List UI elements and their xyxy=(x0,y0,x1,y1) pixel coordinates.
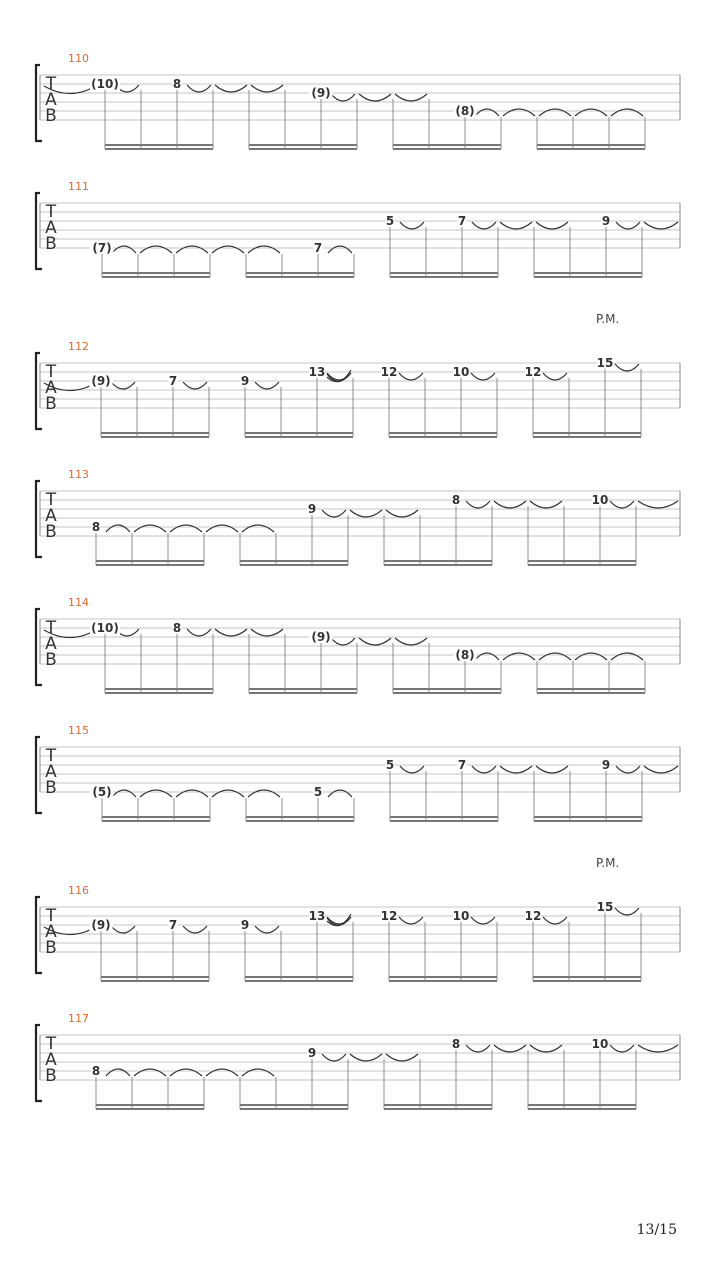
fret-number: (9) xyxy=(311,86,331,100)
tab-clef-letter: A xyxy=(45,1050,57,1070)
fret-number: (9) xyxy=(91,918,111,932)
measure-number: 112 xyxy=(68,340,89,353)
tie-curve xyxy=(134,1069,166,1076)
tab-clef-letter: B xyxy=(45,522,57,542)
tab-clef-letter: T xyxy=(45,906,57,926)
fret-number: 8 xyxy=(91,1064,101,1078)
tab-system-110 xyxy=(36,52,680,149)
tie-curve xyxy=(644,222,678,229)
tie-curve xyxy=(112,790,136,797)
tab-clef-letter: B xyxy=(45,778,57,798)
tab-system-116 xyxy=(36,856,680,981)
tie-curve xyxy=(183,926,207,933)
tie-curve xyxy=(183,382,207,389)
fret-number: 5 xyxy=(385,214,395,228)
tie-curve xyxy=(248,790,280,797)
tie-curve xyxy=(140,246,172,253)
tie-curve xyxy=(255,926,279,933)
tie-curve xyxy=(494,1045,526,1052)
tie-curve xyxy=(500,766,532,773)
fret-number: 9 xyxy=(601,214,611,228)
tie-curve xyxy=(472,766,496,773)
tab-clef-letter: A xyxy=(45,762,57,782)
fret-number: (10) xyxy=(91,621,119,635)
fret-number: 8 xyxy=(172,621,182,635)
fret-number: 7 xyxy=(457,214,467,228)
tie-curve xyxy=(140,790,172,797)
tie-curve xyxy=(475,653,499,660)
tie-curve xyxy=(206,1069,238,1076)
palm-mute-label: P.M. xyxy=(596,312,620,326)
tie-curve xyxy=(536,766,568,773)
tie-curve xyxy=(359,638,391,645)
tie-curve xyxy=(503,109,535,116)
tab-system-114 xyxy=(36,596,680,693)
fret-number: 9 xyxy=(601,758,611,772)
tab-clef-letter: T xyxy=(45,490,57,510)
fret-number: (7) xyxy=(92,241,112,255)
fret-number: 5 xyxy=(385,758,395,772)
tie-curve xyxy=(400,766,424,773)
system-bracket xyxy=(36,193,42,269)
tie-curve xyxy=(611,653,643,660)
tab-clef-letter: T xyxy=(45,618,57,638)
tie-curve xyxy=(255,382,279,389)
system-bracket xyxy=(36,353,42,429)
measure-number: 113 xyxy=(68,468,89,481)
fret-number: (5) xyxy=(92,785,112,799)
tie-curve xyxy=(187,85,211,92)
tie-curve xyxy=(350,1054,382,1061)
fret-number: 12 xyxy=(524,909,542,923)
tab-clef-letter: A xyxy=(45,90,57,110)
tie-curve xyxy=(536,222,568,229)
measure-number: 115 xyxy=(68,724,89,737)
tie-curve xyxy=(322,510,346,517)
tab-clef-letter: B xyxy=(45,234,57,254)
fret-number: 10 xyxy=(591,1037,609,1051)
fret-number: 13 xyxy=(308,909,326,923)
fret-number: 15 xyxy=(596,900,614,914)
measure-number: 111 xyxy=(68,180,89,193)
tie-curve xyxy=(212,246,244,253)
tie-curve xyxy=(386,1054,418,1061)
tab-clef-letter: T xyxy=(45,746,57,766)
tie-curve xyxy=(187,629,211,636)
palm-mute-label: P.M. xyxy=(596,856,620,870)
tie-curve xyxy=(494,501,526,508)
tie-curve xyxy=(471,917,495,924)
tie-curve xyxy=(251,629,283,636)
tab-clef-letter: T xyxy=(45,74,57,94)
tab-clef-letter: A xyxy=(45,922,57,942)
tab-system-112 xyxy=(36,312,680,437)
tie-curve xyxy=(106,1069,130,1076)
tie-curve xyxy=(215,85,247,92)
tie-curve xyxy=(176,790,208,797)
tie-curve xyxy=(575,653,607,660)
tie-curve xyxy=(543,373,567,380)
fret-number: 8 xyxy=(451,1037,461,1051)
system-bracket xyxy=(36,737,42,813)
tie-curve xyxy=(610,501,634,508)
tie-curve xyxy=(322,1054,346,1061)
tie-curve xyxy=(170,525,202,532)
fret-number: 9 xyxy=(240,374,250,388)
tie-curve xyxy=(466,1045,490,1052)
tie-curve xyxy=(328,790,352,797)
tie-curve xyxy=(399,917,423,924)
tie-curve xyxy=(331,638,355,645)
fret-number: 9 xyxy=(240,918,250,932)
measure-number: 116 xyxy=(68,884,89,897)
tie-curve xyxy=(503,653,535,660)
fret-number: (9) xyxy=(311,630,331,644)
fret-number: 9 xyxy=(307,1046,317,1060)
tie-curve xyxy=(395,638,427,645)
tab-system-117 xyxy=(36,1012,680,1109)
fret-number: 10 xyxy=(452,909,470,923)
measure-number: 110 xyxy=(68,52,89,65)
tie-curve xyxy=(530,1045,562,1052)
fret-number: (8) xyxy=(455,648,475,662)
tie-curve xyxy=(134,525,166,532)
fret-number: 7 xyxy=(168,918,178,932)
tab-clef-letter: B xyxy=(45,938,57,958)
tie-curve xyxy=(176,246,208,253)
fret-number: 8 xyxy=(172,77,182,91)
fret-number: 9 xyxy=(307,502,317,516)
tie-curve xyxy=(106,525,130,532)
tie-curve xyxy=(170,1069,202,1076)
tab-systems xyxy=(36,52,680,1109)
tie-curve xyxy=(215,629,247,636)
tab-clef-letter: A xyxy=(45,218,57,238)
fret-number: 12 xyxy=(380,365,398,379)
fret-number: 5 xyxy=(313,785,323,799)
tie-curve xyxy=(472,222,496,229)
tie-curve xyxy=(112,246,136,253)
tie-curve xyxy=(248,246,280,253)
fret-number: (8) xyxy=(455,104,475,118)
fret-number: (9) xyxy=(91,374,111,388)
tie-curve xyxy=(111,926,135,933)
tie-curve xyxy=(212,790,244,797)
tie-curve xyxy=(466,501,490,508)
tie-curve xyxy=(530,501,562,508)
tab-clef-letter: T xyxy=(45,202,57,222)
tie-curve xyxy=(395,94,427,101)
tie-curve xyxy=(638,501,678,508)
tie-curve xyxy=(539,109,571,116)
tie-curve xyxy=(242,1069,274,1076)
fret-number: 10 xyxy=(452,365,470,379)
tie-curve xyxy=(399,373,423,380)
fret-number: 12 xyxy=(524,365,542,379)
fret-number: 7 xyxy=(313,241,323,255)
tab-clef-letter: T xyxy=(45,362,57,382)
fret-number: (10) xyxy=(91,77,119,91)
tie-curve xyxy=(638,1045,678,1052)
tab-clef-letter: A xyxy=(45,378,57,398)
tab-clef-letter: T xyxy=(45,1034,57,1054)
tab-clef-letter: B xyxy=(45,650,57,670)
tie-curve xyxy=(616,222,640,229)
tie-curve xyxy=(616,766,640,773)
tie-curve xyxy=(500,222,532,229)
tie-curve xyxy=(471,373,495,380)
tab-clef-letter: A xyxy=(45,506,57,526)
tie-curve xyxy=(615,908,639,915)
fret-number: 13 xyxy=(308,365,326,379)
tie-curve xyxy=(328,246,352,253)
fret-number: 15 xyxy=(596,356,614,370)
fret-number: 7 xyxy=(457,758,467,772)
system-bracket xyxy=(36,481,42,557)
tie-curve xyxy=(350,510,382,517)
tie-curve xyxy=(331,94,355,101)
tie-curve xyxy=(242,525,274,532)
fret-number: 10 xyxy=(591,493,609,507)
tie-curve xyxy=(206,525,238,532)
page-number: 13/15 xyxy=(636,1222,677,1238)
fret-number: 8 xyxy=(451,493,461,507)
tie-curve xyxy=(111,382,135,389)
measure-number: 114 xyxy=(68,596,89,609)
system-bracket xyxy=(36,65,42,141)
tab-clef-letter: B xyxy=(45,106,57,126)
fret-number: 7 xyxy=(168,374,178,388)
system-bracket xyxy=(36,897,42,973)
tie-curve xyxy=(575,109,607,116)
tie-curve xyxy=(539,653,571,660)
tab-clef-letter: A xyxy=(45,634,57,654)
tab-clef-letter: B xyxy=(45,394,57,414)
tab-system-113 xyxy=(36,468,680,565)
tie-curve xyxy=(386,510,418,517)
tie-curve xyxy=(615,364,639,371)
measure-number: 117 xyxy=(68,1012,89,1025)
fret-number: 8 xyxy=(91,520,101,534)
tie-curve xyxy=(400,222,424,229)
tie-curve xyxy=(475,109,499,116)
fret-number: 12 xyxy=(380,909,398,923)
tab-system-115 xyxy=(36,724,680,821)
tie-curve xyxy=(644,766,678,773)
tie-curve xyxy=(359,94,391,101)
tie-curve xyxy=(543,917,567,924)
tab-clef-letter: B xyxy=(45,1066,57,1086)
system-bracket xyxy=(36,609,42,685)
system-bracket xyxy=(36,1025,42,1101)
tab-system-111 xyxy=(36,180,680,277)
tie-curve xyxy=(611,109,643,116)
tie-curve xyxy=(610,1045,634,1052)
tie-curve xyxy=(251,85,283,92)
